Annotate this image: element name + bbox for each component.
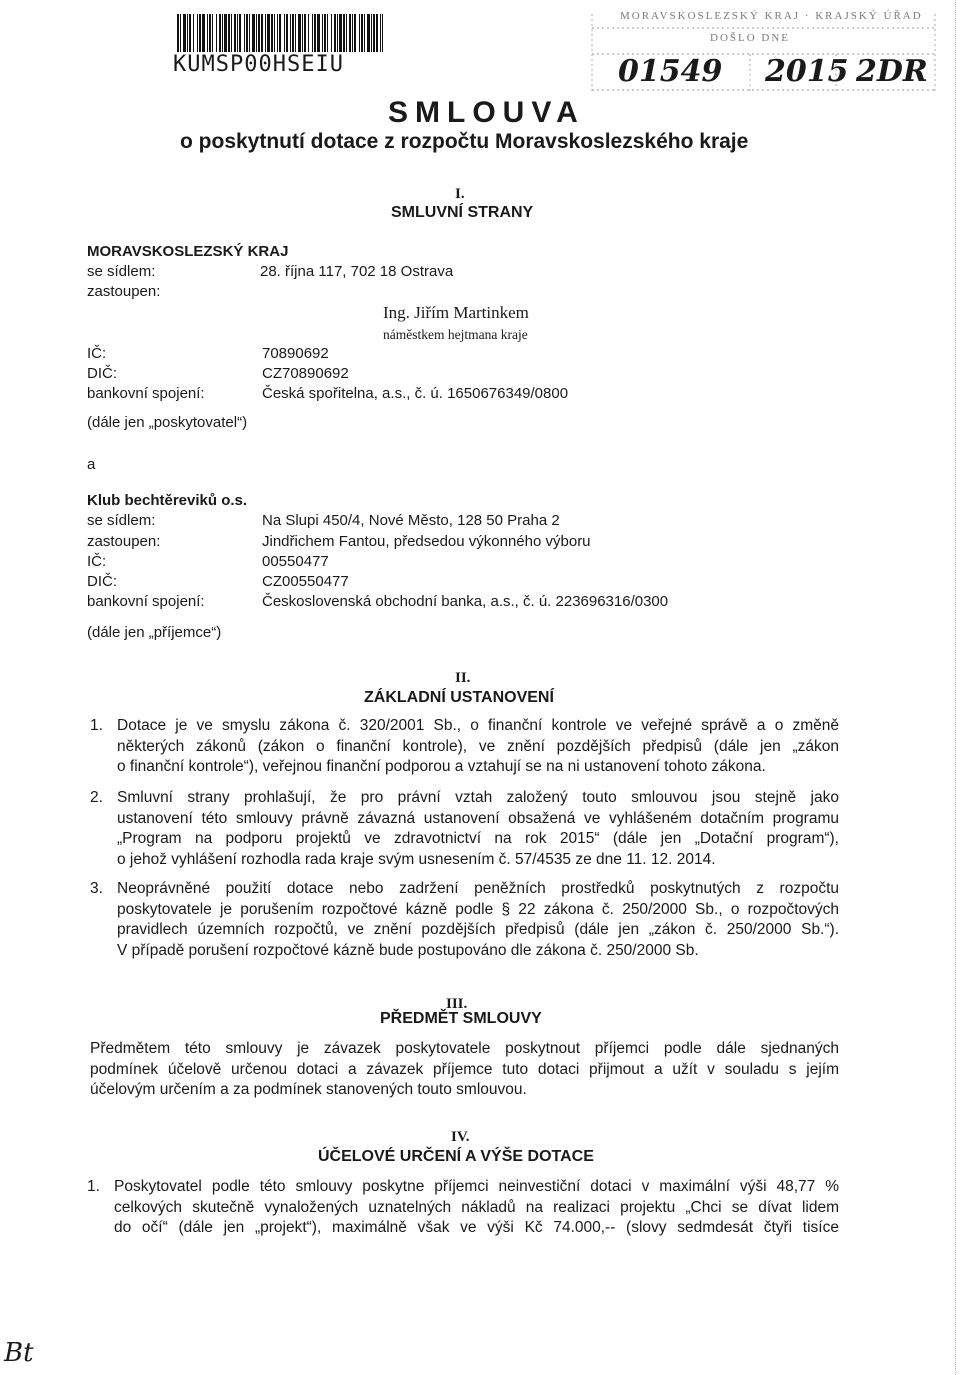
item-number: 2. xyxy=(90,789,103,806)
barcode-bar xyxy=(256,14,257,52)
barcode-bar xyxy=(371,14,372,52)
barcode-bar xyxy=(277,14,278,52)
barcode-text: KUMSP00HSEIU xyxy=(173,52,344,77)
handwritten-date: 2015 xyxy=(765,54,849,89)
recipient-ic-label: IČ: xyxy=(87,553,107,570)
barcode-bar xyxy=(312,14,313,52)
recipient-rep-label: zastoupen: xyxy=(87,533,161,550)
recipient-alias: (dále jen „příjemce“) xyxy=(87,624,222,641)
barcode-image xyxy=(177,14,383,52)
paragraph-line: některých zákonů (zákon o finanční kontrole), ve znění pozdějších předpisů (dále jen „zákon xyxy=(117,737,839,755)
handwritten-ref-number: 01549 xyxy=(618,54,723,89)
section-3-paragraph xyxy=(90,1039,839,1101)
provider-seat-label: se sídlem: xyxy=(87,263,156,280)
handwritten-sheets: 2DR xyxy=(856,54,928,89)
recipient-dic-value: CZ00550477 xyxy=(262,573,349,590)
section-1-title: SMLUVNÍ STRANY xyxy=(391,204,534,221)
barcode-bar xyxy=(231,14,232,52)
barcode-bar xyxy=(292,14,294,52)
barcode-bar xyxy=(187,14,188,52)
barcode-bar xyxy=(239,14,241,52)
barcode-bar xyxy=(252,14,255,52)
barcode-bar xyxy=(382,14,383,52)
barcode-bar xyxy=(284,14,285,52)
section-3-title: PŘEDMĚT SMLOUVY xyxy=(380,1010,542,1027)
recipient-bank-value: Československá obchodní banka, a.s., č. ú. 223696316/0300 xyxy=(262,593,669,610)
barcode-bar xyxy=(224,14,227,52)
barcode-bar xyxy=(237,14,238,52)
barcode-bar xyxy=(219,14,221,52)
stamp-authority-text: MORAVSKOSLEZSKÝ KRAJ · KRAJSKÝ ÚŘAD xyxy=(620,10,923,22)
barcode-bar xyxy=(290,14,291,52)
section-1-number: I. xyxy=(455,186,465,202)
barcode-bar xyxy=(209,14,211,52)
section-4-title: ÚČELOVÉ URČENÍ A VÝŠE DOTACE xyxy=(318,1148,594,1165)
barcode-bar xyxy=(286,14,288,52)
recipient-dic-label: DIČ: xyxy=(87,573,117,590)
provider-name: MORAVSKOSLEZSKÝ KRAJ xyxy=(87,243,289,260)
provider-seat-value: 28. října 117, 702 18 Ostrava xyxy=(260,263,454,280)
barcode-bar xyxy=(234,14,236,52)
provider-ic-value: 70890692 xyxy=(262,345,329,362)
barcode-bar xyxy=(314,14,316,52)
paragraph-line: ustanovení této smlouvy právně závazná ustanovení obsažená ve vyhlášeném dotačním programu xyxy=(117,809,839,827)
barcode-bar xyxy=(244,14,245,52)
barcode-bar xyxy=(207,14,208,52)
paragraph-line: o jehož vyhlášení rozhodla rada kraje svým usnesením č. 57/4535 ze dne 11. 12. 2014. xyxy=(117,850,716,868)
paragraph-line: pravidlech územních rozpočtů, ve znění pozdějších předpisů (dále jen „zákon č. 250/2000 Sb.“). xyxy=(117,921,839,939)
paragraph-line: „Program na podporu projektů ve zdravotnictví na rok 2015“ (dále jen „Dotační program“), xyxy=(117,830,839,848)
barcode-bar xyxy=(343,14,345,52)
barcode-bar xyxy=(337,14,338,52)
barcode-bar xyxy=(352,14,353,52)
recipient-rep-value: Jindřichem Fantou, předsedou výkonného výboru xyxy=(262,533,591,550)
provider-alias: (dále jen „poskytovatel“) xyxy=(87,414,248,431)
barcode-bar xyxy=(261,14,263,52)
handwritten-initials: Bt xyxy=(4,1338,34,1368)
paragraph-line: poskytovatele je porušením rozpočtové kázně podle § 22 zákona č. 250/2000 Sb., o rozpočtových xyxy=(117,900,839,918)
received-stamp xyxy=(590,10,940,115)
barcode-bar xyxy=(339,14,342,52)
section-4-number: IV. xyxy=(451,1129,470,1145)
barcode-bar xyxy=(327,14,328,52)
provider-rep-role: náměstkem hejtmana kraje xyxy=(383,327,528,342)
recipient-name: Klub bechtěreviků o.s. xyxy=(87,492,248,509)
provider-bank-value: Česká spořitelna, a.s., č. ú. 1650676349/0800 xyxy=(262,385,569,402)
barcode-bar xyxy=(274,14,275,52)
barcode-bar xyxy=(193,14,194,52)
barcode-bar xyxy=(298,14,301,52)
barcode-bar xyxy=(346,14,347,52)
barcode-bar xyxy=(308,14,309,52)
provider-bank-label: bankovní spojení: xyxy=(87,385,205,402)
barcode-bar xyxy=(222,14,223,52)
paragraph-line: Smluvní strany prohlašují, že pro právní vztah založený touto smlouvou jsou stejně jako xyxy=(117,789,839,806)
barcode-bar xyxy=(258,14,260,52)
barcode-bar xyxy=(216,14,217,52)
barcode-bar xyxy=(180,14,181,52)
stamp-received-label: DOŠLO DNE xyxy=(710,32,791,44)
paragraph-line: Neoprávněné použití dotace nebo zadržení peněžních prostředků poskytnutých z rozpočtu xyxy=(117,880,839,897)
barcode-bar xyxy=(202,14,205,52)
scan-edge-divider xyxy=(955,0,958,1375)
barcode-bar xyxy=(197,14,198,52)
barcode-bar xyxy=(317,14,320,52)
provider-rep-name: Ing. Jiřím Martinkem xyxy=(383,303,529,322)
barcode-bar xyxy=(304,14,306,52)
barcode-bar xyxy=(177,14,179,52)
item-number: 1. xyxy=(87,1178,100,1195)
document-title: SMLOUVA xyxy=(388,96,585,129)
barcode-bar xyxy=(349,14,351,52)
barcode-bar xyxy=(324,14,326,52)
section-2-item-2 xyxy=(90,788,839,870)
provider-rep-label: zastoupen: xyxy=(87,283,161,300)
barcode-bar xyxy=(334,14,336,52)
barcode-bar xyxy=(295,14,296,52)
paragraph-line: Předmětem této smlouvy je závazek poskytovatele poskytnout příjemci podle dále sjednaných xyxy=(90,1040,839,1057)
barcode-bar xyxy=(199,14,201,52)
barcode-bar xyxy=(267,14,270,52)
section-4-item-1 xyxy=(87,1177,839,1239)
barcode-bar xyxy=(364,14,365,52)
paragraph-line: Dotace je ve smyslu zákona č. 320/2001 Sb., o finanční kontrole ve veřejné správě a o změně xyxy=(117,717,839,734)
provider-dic-value: CZ70890692 xyxy=(262,365,349,382)
barcode-bar xyxy=(271,14,273,52)
barcode-bar xyxy=(302,14,303,52)
paragraph-line: podmínek účelově určenou dotaci a závazek příjemce tuto dotaci přijmout a užít v souladu s jejím xyxy=(90,1060,839,1078)
barcode-bar xyxy=(246,14,248,52)
barcode-bar xyxy=(279,14,281,52)
recipient-ic-value: 00550477 xyxy=(262,553,329,570)
paragraph-line: do očí“ (dále jen „projekt“), maximálně však ve výši Kč 74.000,-- (slovy sedmdesát čtyři tisíce xyxy=(114,1219,839,1237)
barcode-bar xyxy=(361,14,363,52)
barcode-bar xyxy=(354,14,356,52)
document-subtitle: o poskytnutí dotace z rozpočtu Moravskoslezského kraje xyxy=(180,130,749,153)
provider-ic-label: IČ: xyxy=(87,345,107,362)
paragraph-line: Poskytovatel podle této smlouvy poskytne příjemci neinvestiční dotaci v maximální výši 48,77 % xyxy=(114,1178,839,1195)
barcode-bar xyxy=(373,14,375,52)
item-number: 1. xyxy=(90,717,103,734)
barcode-bar xyxy=(189,14,191,52)
barcode-bar xyxy=(183,14,186,52)
section-2-title: ZÁKLADNÍ USTANOVENÍ xyxy=(364,689,554,706)
paragraph-line: V případě porušení rozpočtové kázně bude postupováno dle zákona č. 250/2000 Sb. xyxy=(117,941,699,959)
barcode-bar xyxy=(249,14,250,52)
paragraph-line: o finanční kontrole“), veřejnou finanční podporou a vztahují se na ni ustanovení tohoto zákona. xyxy=(117,758,766,776)
section-2-item-1 xyxy=(90,716,839,778)
recipient-seat-value: Na Slupi 450/4, Nové Město, 128 50 Praha 2 xyxy=(262,512,560,529)
paragraph-line: účelovým určením a za podmínek stanovených touto smlouvou. xyxy=(90,1081,527,1099)
recipient-bank-label: bankovní spojení: xyxy=(87,593,205,610)
item-number: 3. xyxy=(90,880,103,897)
barcode-bar xyxy=(331,14,332,52)
barcode-bar xyxy=(212,14,213,52)
barcode-bar xyxy=(367,14,370,52)
paragraph-line: celkových skutečně vynaložených uznatelných nákladů na realizaci projektu „Chci se dívat lidem xyxy=(114,1198,839,1216)
barcode-bar xyxy=(359,14,360,52)
barcode-bar xyxy=(376,14,378,52)
section-2-item-3 xyxy=(90,879,839,961)
barcode-bar xyxy=(228,14,230,52)
recipient-seat-label: se sídlem: xyxy=(87,512,156,529)
parties-conjunction: a xyxy=(87,456,96,473)
provider-dic-label: DIČ: xyxy=(87,365,117,382)
barcode-bar xyxy=(265,14,266,52)
section-3-number: III. xyxy=(446,996,468,1012)
section-2-number: II. xyxy=(455,670,471,686)
barcode-bar xyxy=(380,14,381,52)
barcode-bar xyxy=(322,14,323,52)
